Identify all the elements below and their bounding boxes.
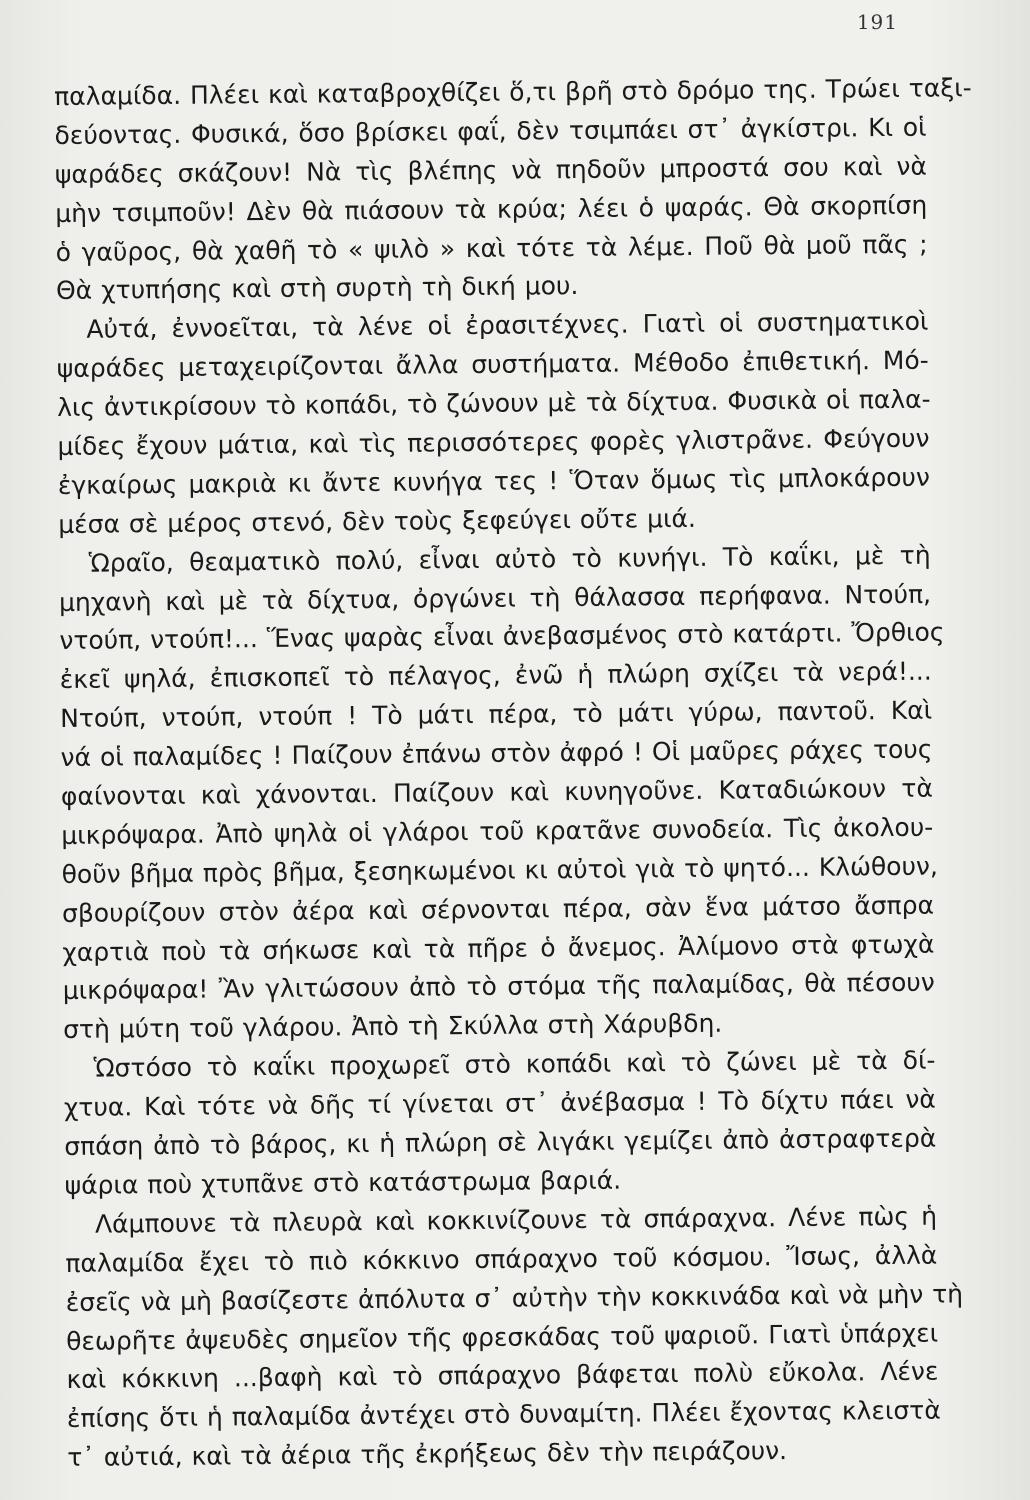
text-line: σβουρίζουν στὸν ἀέρα καὶ σέρνονται πέρα, σὰν ἕνα μάτσο ἄσπρα [61,890,935,928]
text-line: μικρόψαρα! Ἂν γλιτώσουν ἀπὸ τὸ στόμα τῆς παλαμίδας, θὰ πέσουν [62,968,935,1006]
text-line: λις ἀντικρίσουν τὸ κοπάδι, τὸ ζώνουν μὲ τὰ δίχτυα. Φυσικὰ οἱ παλα- [57,384,931,423]
text-line: μέσα σὲ μέρος στενό, δὲν τοὺς ξεφεύγει οὔτε μιά. [58,503,697,539]
text-line: μὴν τσιμποῦν! Δὲν θὰ πιάσουν τὰ κρύα; λέει ὁ ψαράς. Θὰ σκορπίση [55,190,928,228]
text-line: ἐπίσης ὅτι ἡ παλαμίδα ἀντέχει στὸ δυναμίτη. Πλέει ἔχοντας κλειστὰ [66,1395,941,1434]
text-line: ντούπ, ντούπ!... Ἕνας ψαρὰς εἶναι ἀνεβασμένος στὸ κατάρτι. Ὄρθιος [59,617,945,656]
text-line: ὁ γαῦρος, θὰ χαθῆ τὸ « ψιλὸ » καὶ τότε τὰ λέμε. Ποῦ θὰ μοῦ πᾶς ; [55,229,928,267]
text-line: καὶ κόκκινη ...βαφὴ καὶ τὸ σπάραχνο βάφεται πολὺ εὔκολα. Λένε [66,1356,939,1395]
text-line: μηχανὴ καὶ μὲ τὰ δίχτυα, ὀργώνει τὴ θάλασσα περήφανα. Ντούπ, [58,579,932,617]
text-line: χαρτιὰ ποὺ τὰ σήκωσε καὶ τὰ πῆρε ὁ ἄνεμος. Ἀλίμονο στὰ φτωχὰ [62,929,935,967]
text-line: παλαμίδα. Πλέει καὶ καταβροχθίζει ὅ,τι βρῆ στὸ δρόμο της. Τρώει ταξι- [54,73,972,111]
text-line: θεωρῆτε ἀψευδὲς σημεῖον τῆς φρεσκάδας τοῦ ψαριοῦ. Γιατὶ ὑπάρχει [65,1318,939,1356]
text-line: μικρόψαρα. Ἀπὸ ψηλὰ οἱ γλάροι τοῦ κρατᾶνε συνοδεία. Τὶς ἀκολου- [61,812,934,850]
text-line: σπάση ἀπὸ τὸ βάρος, κι ἡ πλώρη σὲ λιγάκι γεμίζει ἀπὸ ἀστραφτερὰ [64,1123,937,1161]
text-line: θοῦν βῆμα πρὸς βῆμα, ξεσηκωμένοι κι αὐτοὶ γιὰ τὸ ψητό... Κλώθουν, [61,851,939,889]
text-line: ψάρια ποὺ χτυπᾶνε στὸ κατάστρωμα βαριά. [64,1165,622,1200]
text-line: παλαμίδα ἔχει τὸ πιὸ κόκκινο σπάραχνο τοῦ κόσμου. Ἴσως, ἀλλὰ [65,1240,938,1278]
body-text [54,70,972,1478]
text-line: Ὡραῖο, θεαματικὸ πολύ, εἶναι αὐτὸ τὸ κυνήγι. Τὸ καΐκι, μὲ τὴ [88,540,931,578]
text-line: ψαράδες σκάζουν! Νὰ τὶς βλέπης νὰ πηδοῦν μπροστά σου καὶ νὰ [54,151,928,189]
text-line: ἐσεῖς νὰ μὴ βασίζεστε ἀπόλυτα σ᾽ αὐτὴν τὴν κοκκινάδα καὶ νὰ μὴν τὴ [65,1278,964,1317]
text-line: Λάμπουνε τὰ πλευρὰ καὶ κοκκινίζουνε τὰ σπάραχνα. Λένε πὼς ἡ [94,1201,938,1239]
text-line: ψαράδες μεταχειρίζονται ἄλλα συστήματα. Μέθοδο ἐπιθετική. Μό- [56,345,929,384]
text-line: μίδες ἔχουν μάτια, καὶ τὶς περισσότερες φορὲς γλιστρᾶνε. Φεύγουν [57,423,930,461]
text-line: νά οἱ παλαμίδες ! Παίζουν ἐπάνω στὸν ἀφρό ! Οἱ μαῦρες ράχες τους [60,734,933,773]
text-line: δεύοντας. Φυσικά, ὅσο βρίσκει φαΐ, δὲν τσιμπάει στ᾽ ἀγκίστρι. Κι οἱ [54,112,927,150]
text-line: φαίνονται καὶ χάνονται. Παίζουν καὶ κυνηγοῦνε. Καταδιώκουν τὰ [60,773,933,811]
text-line: Ντούπ, ντούπ, ντούπ ! Τὸ μάτι πέρα, τὸ μάτι γύρω, παντοῦ. Καὶ [60,695,933,734]
text-line: στὴ μύτη τοῦ γλάρου. Ἀπὸ τὴ Σκύλλα στὴ Χάρυβδη. [62,1009,723,1045]
text-line: Θὰ χτυπήσης καὶ στὴ συρτὴ τὴ δική μου. [55,271,579,306]
text-line: Ὡστόσο τὸ καΐκι προχωρεῖ στὸ κοπάδι καὶ τὸ ζώνει μὲ τὰ δί- [93,1045,936,1083]
page-number: 191 [856,10,898,34]
text-line: ἐκεῖ ψηλά, ἐπισκοπεῖ τὸ πέλαγος, ἐνῶ ἡ πλώρη σχίζει τὰ νερά!... [59,656,932,695]
text-line: ἐγκαίρως μακριὰ κι ἄντε κυνήγα τες ! Ὅταν ὅμως τὶς μπλοκάρουν [57,462,931,500]
text-line: τ᾽ αὐτιά, καὶ τὰ ἀέρια τῆς ἐκρήξεως δὲν τὴν πειράζουν. [67,1436,788,1473]
text-line: χτυα. Καὶ τότε νὰ δῆς τί γίνεται στ᾽ ἀνέβασμα ! Τὸ δίχτυ πάει νὰ [63,1084,936,1123]
text-line: Αὐτά, ἐννοεῖται, τὰ λένε οἱ ἐρασιτέχνες. Γιατὶ οἱ συστηματικοὶ [86,306,929,345]
